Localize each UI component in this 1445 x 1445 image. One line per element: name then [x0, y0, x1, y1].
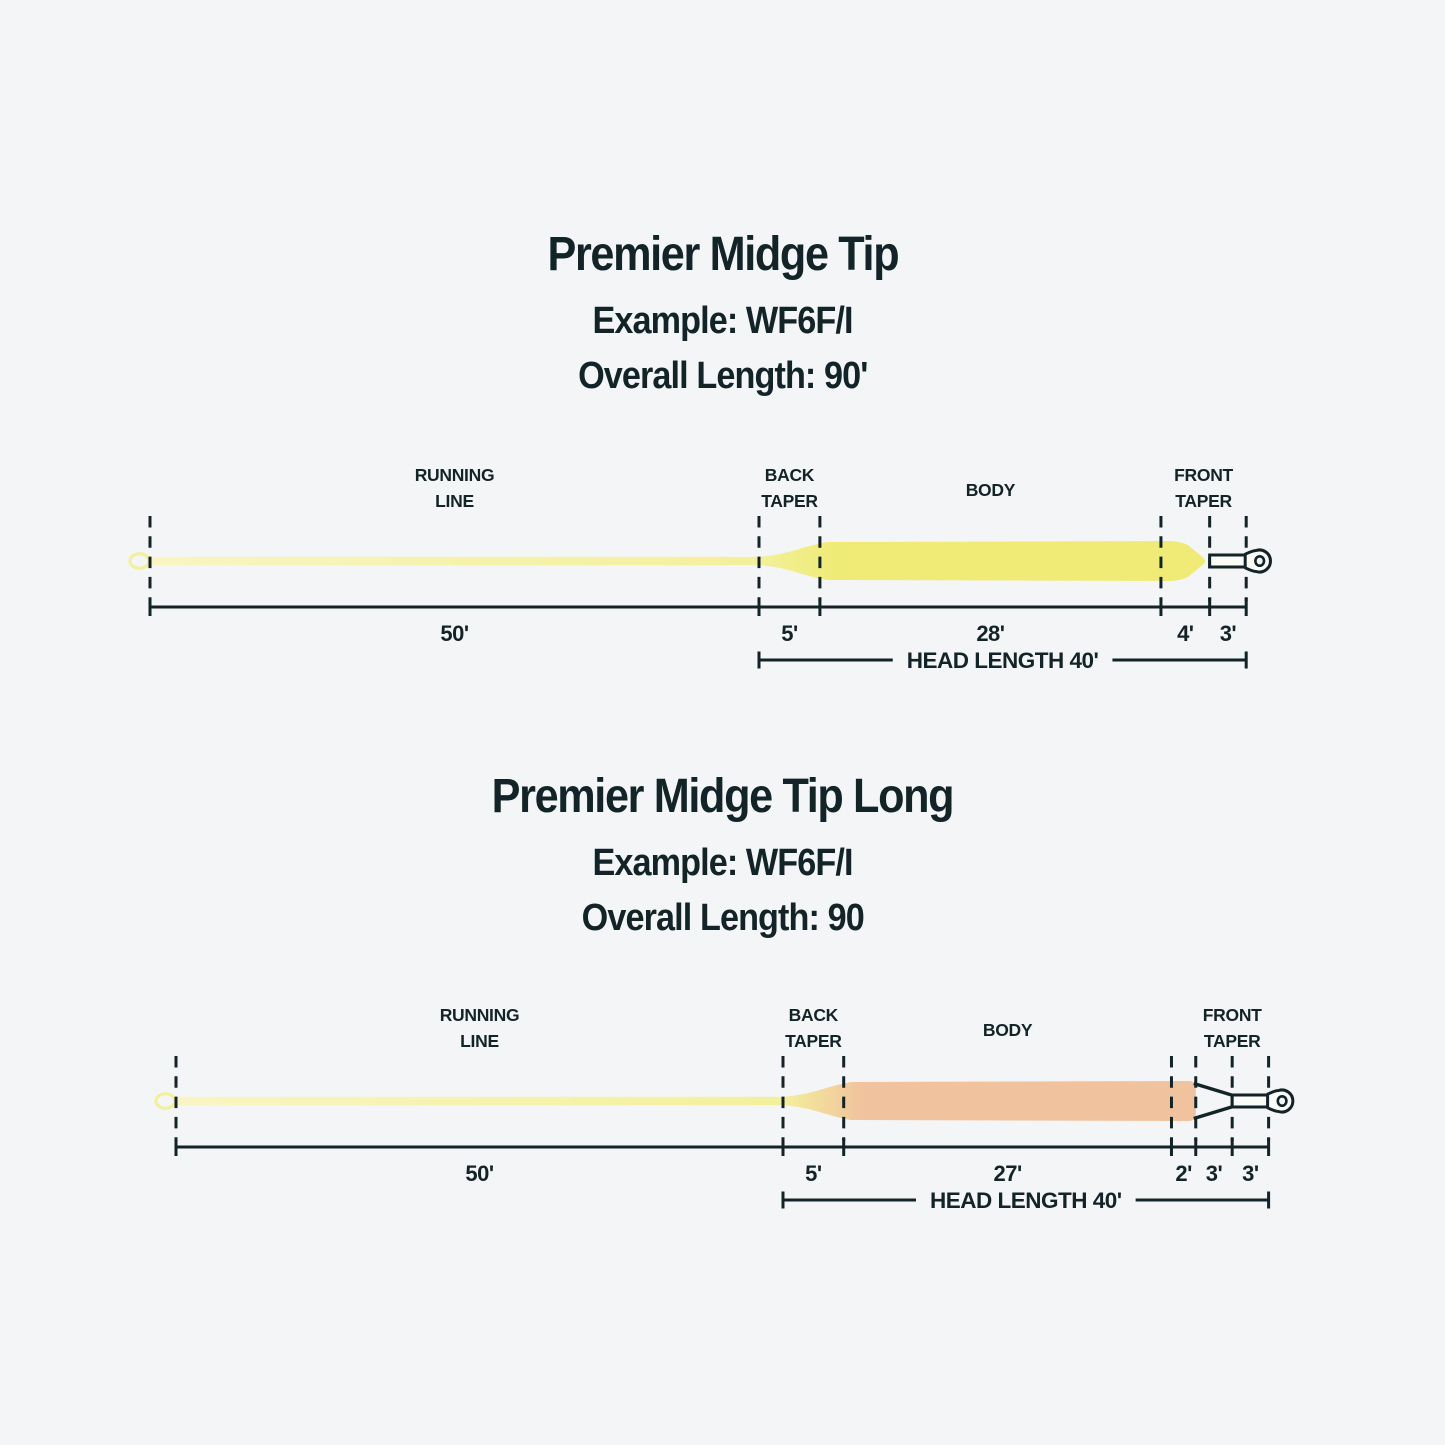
section-label-line: FRONT: [1174, 465, 1233, 485]
diagram-overall-length-label: Overall Length: 90': [577, 355, 868, 397]
tip-bar-shape: [1232, 1095, 1268, 1107]
running-line-shape: [151, 557, 760, 565]
start-loop-icon: [130, 554, 149, 569]
front-taper-outline: [1194, 1107, 1233, 1119]
head-length-label: HEAD LENGTH 40': [906, 648, 1099, 673]
section-label-line: FRONT: [1202, 1005, 1262, 1025]
segment-length-label: 50': [465, 1161, 494, 1186]
section-label-line: RUNNING: [414, 465, 495, 485]
section-label-line: BODY: [965, 480, 1016, 500]
section-label-line: RUNNING: [439, 1005, 520, 1025]
head-length-label: HEAD LENGTH 40': [929, 1188, 1122, 1213]
section-label-line: BACK: [788, 1005, 839, 1025]
line-body-shape: [759, 541, 1205, 581]
start-loop-icon: [156, 1094, 175, 1109]
segment-length-label: 50': [440, 621, 469, 646]
section-label-line: TAPER: [785, 1031, 842, 1051]
diagram-title: Premier Midge Tip: [547, 228, 898, 281]
segment-length-label: 5': [781, 621, 798, 646]
front-taper-outline: [1194, 1084, 1233, 1096]
segment-length-label: 3': [1219, 621, 1237, 646]
section-label-line: TAPER: [1175, 491, 1232, 511]
diagram-example-label: Example: WF6F/I: [592, 842, 853, 884]
diagram-title: Premier Midge Tip Long: [491, 770, 954, 823]
loop-hole: [1278, 1096, 1287, 1105]
running-line-shape: [177, 1097, 784, 1105]
tip-bar-shape: [1210, 555, 1247, 567]
section-label-line: TAPER: [761, 491, 818, 511]
diagram-overall-length-label: Overall Length: 90: [581, 897, 864, 939]
segment-length-label: 4': [1177, 621, 1194, 646]
segment-length-label: 3': [1242, 1161, 1259, 1186]
diagram-example-label: Example: WF6F/I: [592, 300, 853, 342]
section-label-line: BACK: [764, 465, 815, 485]
section-label-line: LINE: [460, 1031, 499, 1051]
segment-length-label: 2': [1175, 1161, 1192, 1186]
loop-hole: [1255, 556, 1264, 565]
segment-length-label: 28': [976, 621, 1005, 646]
segment-length-label: 3': [1205, 1161, 1223, 1186]
section-label-line: TAPER: [1203, 1031, 1261, 1051]
section-label-line: BODY: [982, 1020, 1033, 1040]
segment-length-label: 27': [993, 1161, 1022, 1186]
section-label-line: LINE: [435, 491, 474, 511]
segment-length-label: 5': [805, 1161, 822, 1186]
